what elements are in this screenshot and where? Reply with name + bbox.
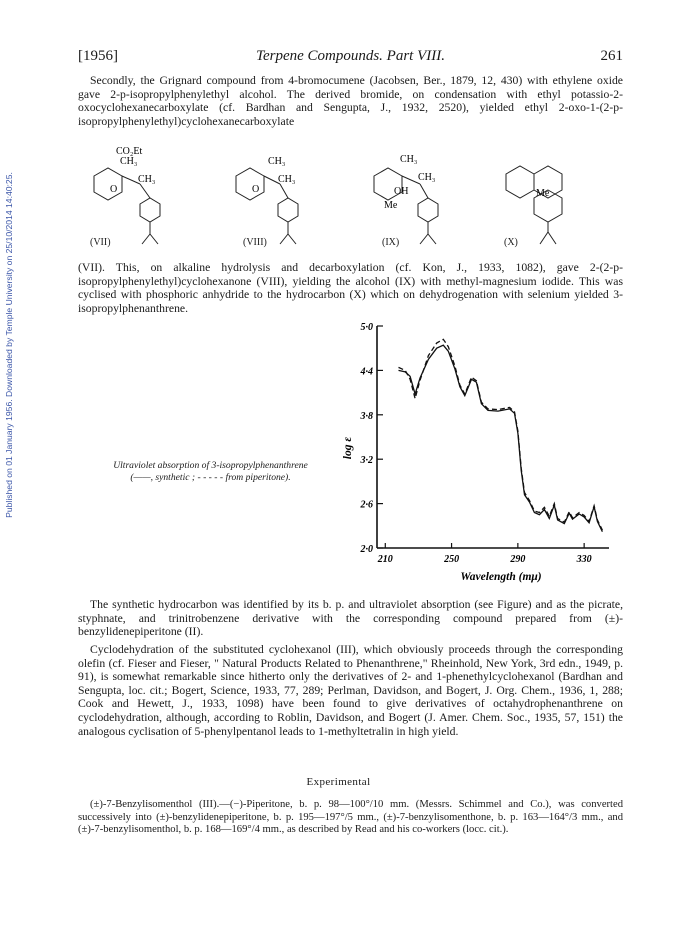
y-tick-label: 4·4 [360,366,373,378]
paragraph-1: Secondly, the Grignard compound from 4-bromocumene (Jacobsen, Ber., 1879, 12, 430) with ethylene oxide gave 2-p-isopropylphenylethyl alcohol. The derived bromide, on condensation with ethyl potassio-2-oxocyclohexanecarboxylate (cf. Bardhan and Sengupta, J., 1932, 2520), yielded ethyl 2-oxo-1-(2-p-isopropylphenylethyl)cyclohexanecarboxylate [78,74,623,128]
label-viii: (VIII) [243,237,267,248]
y-tick-label: 2·0 [360,544,373,555]
x-tick-label: 290 [510,554,526,565]
hydroxyl-text: OH [394,186,409,197]
x-tick-label: 250 [444,554,460,565]
paragraph-5: (±)-7-Benzylisomenthol (III).—(−)-Piperitone, b. p. 98—100°/10 mm. (Messrs. Schimmel and Co.), was converted successively into (±)-benzylidenepiperitone, b. p. 195—197°/5 mm., (±)-7-benzylisomenthone, b. p. 163—164°/3 mm., and (±)-7-benzylisomenthol, b. p. 168—169°/4 mm., as described by Read and his co-workers (locc. cit.). [78,799,623,836]
uv-chart-svg [325,318,625,593]
x-tick-label: 330 [576,554,592,565]
ch3-side-text: CH₃ [418,172,436,183]
structure-viii [222,146,312,256]
label-vii: (VII) [90,237,111,248]
ch3-text: CH₃ [400,154,418,165]
paragraph-3: The synthetic hydrocarbon was identified by its b. p. and ultraviolet absorption (see Figure) and as the picrate, styphnate, and trinitrobenzene derivative with the corresponding compound prepared from (±)-benzylidenepiperitone (II). [78,598,623,639]
series-line-piperitone [399,339,603,530]
caption-line-1: Ultraviolet absorption of 3-isopropylphenanthrene [113,460,308,471]
methyl-text: Me [384,200,398,211]
y-tick-label: 5·0 [360,322,373,333]
ch3-text: CH₃ [120,156,138,167]
section-heading-experimental: Experimental [306,776,371,788]
y-tick-label: 3·8 [360,410,373,422]
journal-year: [1956] [78,48,118,64]
methyl-text: Me [536,188,550,199]
y-axis-label: log ε [342,436,354,460]
ch3-text: CH₃ [268,156,286,167]
y-tick-label: 2·6 [360,499,373,511]
page-header [78,48,623,68]
ketone-o-text: O [252,184,260,195]
uv-absorption-chart [325,318,625,598]
x-tick-label: 210 [377,554,393,565]
label-ix: (IX) [382,237,400,248]
ketone-o-text: O [110,184,118,195]
structure-ix [360,146,455,256]
running-title: Terpene Compounds. Part VIII. [255,48,446,64]
x-axis-label: Wavelength (mμ) [460,571,542,583]
download-watermark [2,110,16,580]
series-line-synthetic [399,345,603,532]
y-tick-label: 3·2 [360,455,373,467]
figure-caption [78,460,343,484]
ch3-side-text: CH₃ [278,174,296,185]
co2et-text: CO₂Et [116,146,143,157]
paragraph-2: (VII). This, on alkaline hydrolysis and decarboxylation (cf. Kon, J., 1933, 1082), gave 2-(2-p-isopropylphenylethyl)cyclohexanone (VIII), yielding the alcohol (IX) with methyl-magnesium iodide. This was cyclised with phosphoric anhydride to the hydrocarbon (X) which on dehydrogenation with selenium yielded 3-isopropylphenanthrene. [78,261,623,315]
paragraph-4: Cyclodehydration of the substituted cyclohexanol (III), which obviously proceeds through the corresponding olefin (cf. Fieser and Fieser, " Natural Products Related to Phenanthrene," Rheinhold, New York, 3rd edn., 1949, p. 91), is somewhat remarkable since hitherto only the derivatives of 2- and 1-phenethylcyclohexanol (Bardhan and Sengupta, loc. cit.; Bogert, Science, 1933, 77, 289; Perlman, Davidson, and Bogert, J. Org. Chem., 1936, 1, 288; Cook and Hewett, J., 1933, 1098) have been found to give derivatives of octahydrophenanthrene on cyclodehydration, although, according to Roblin, Davidson, and Bogert (J. Amer. Chem. Soc., 1935, 57, 151) the analogous cyclisation of 5-phenylpentanol leads to 1-methyltetralin in high yield. [78,643,623,738]
label-x: (X) [504,237,518,248]
watermark-text: Published on 01 January 1956. Downloaded by Temple University on 25/10/2014 14:40:25. [4,172,14,518]
ch3-side-text: CH₃ [138,174,156,185]
page-number: 261 [600,48,623,64]
caption-line-2: (——, synthetic ; - - - - - from piperitone). [130,472,291,483]
